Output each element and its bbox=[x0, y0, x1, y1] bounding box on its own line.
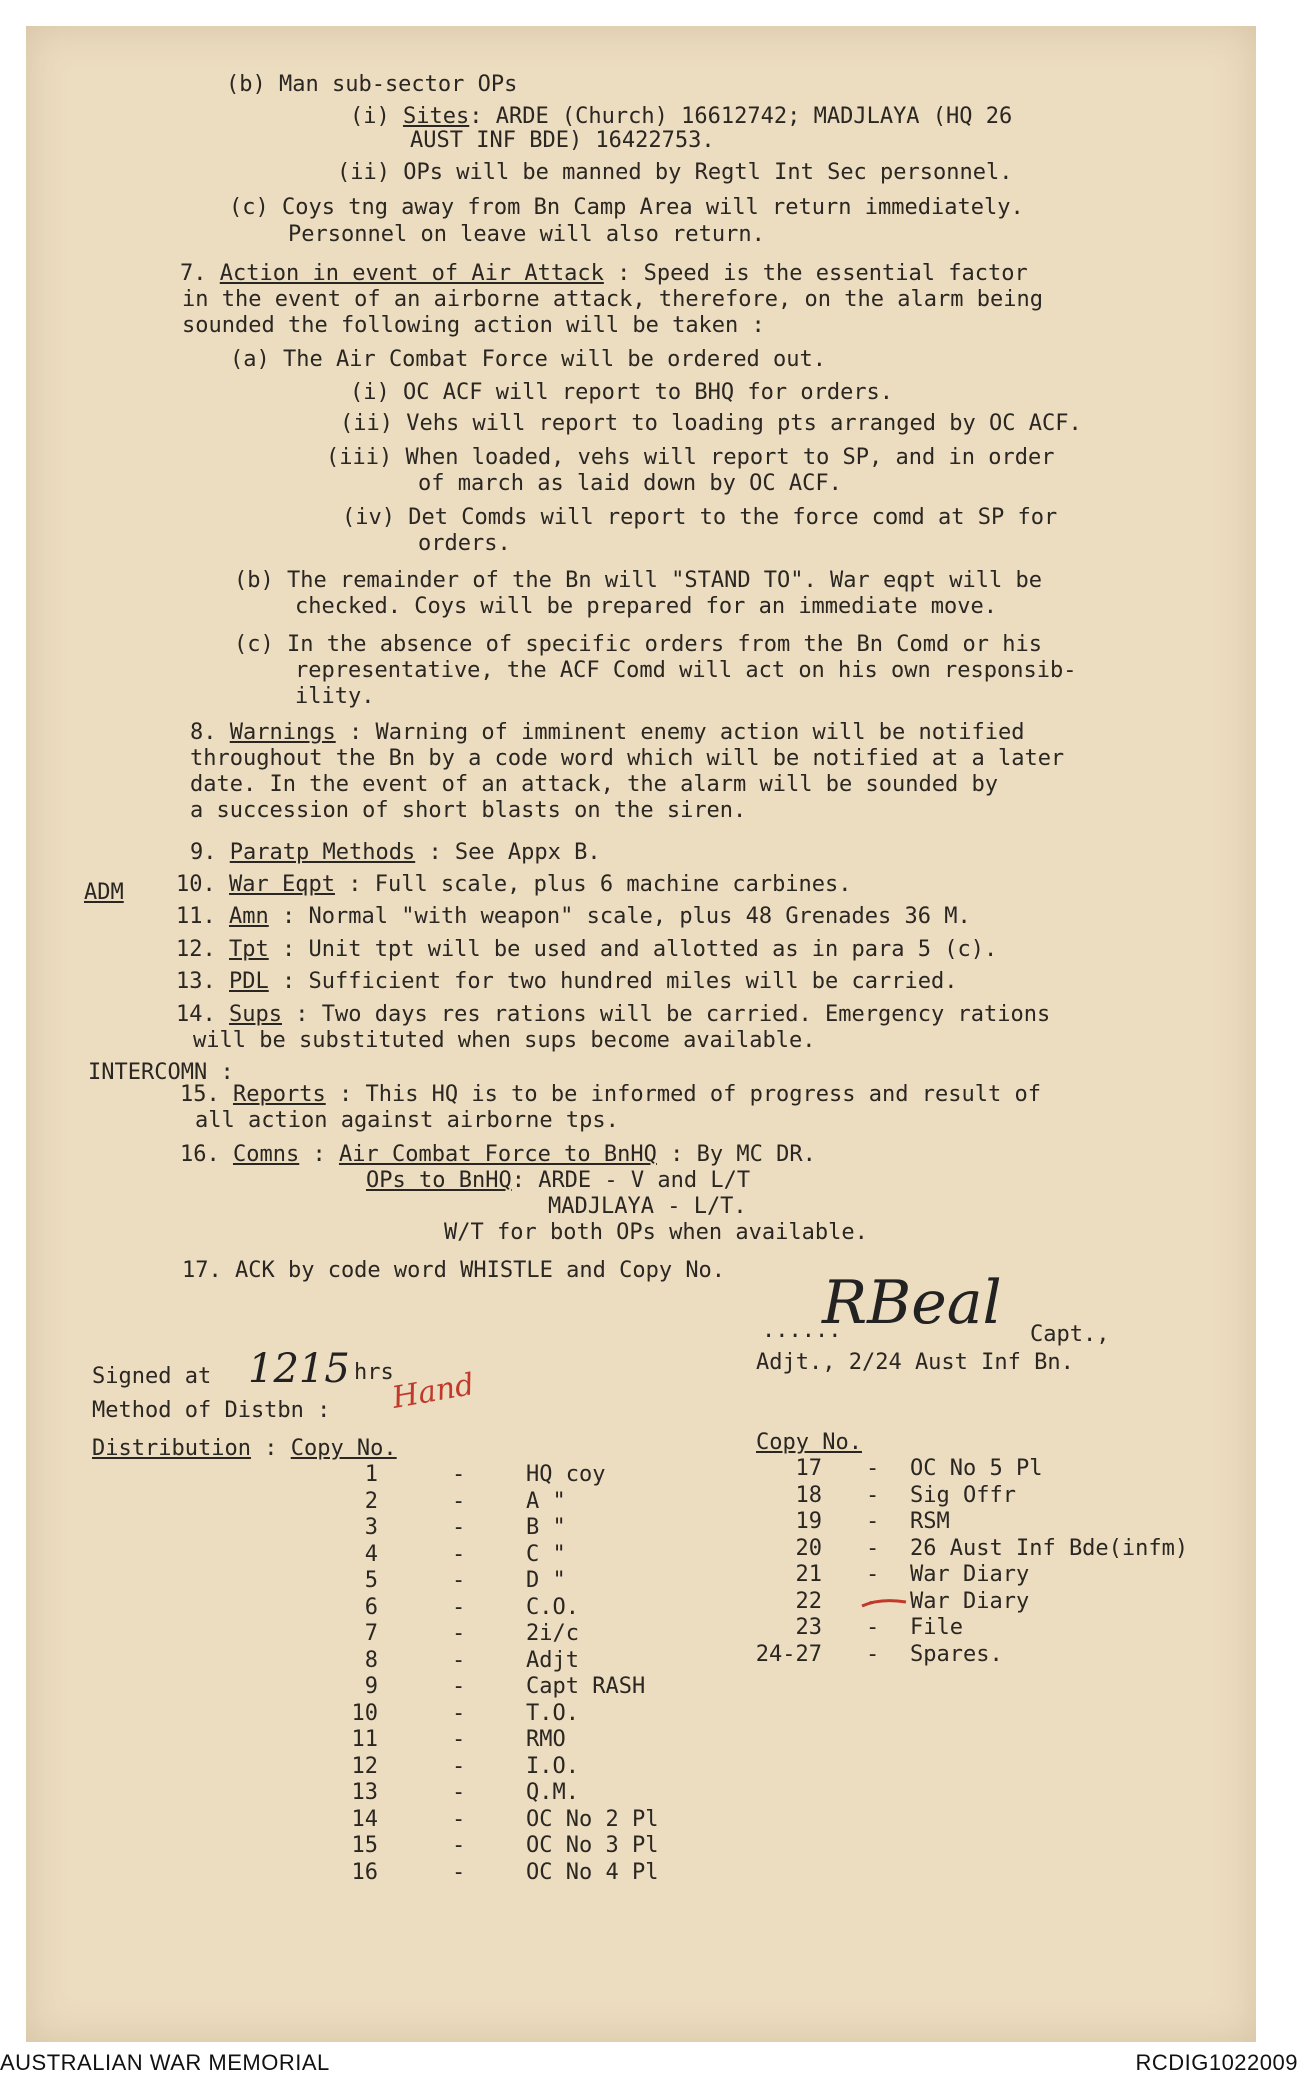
para-7-line-3: sounded the following action will be taken : bbox=[182, 313, 765, 338]
para-16-wt: W/T for both OPs when available. bbox=[444, 1220, 868, 1245]
para-13-number: 13. bbox=[176, 969, 216, 994]
recipient: Spares. bbox=[910, 1641, 1003, 1667]
row-dash: - bbox=[452, 1568, 466, 1593]
row-dash: - bbox=[452, 1488, 466, 1514]
copy-number: 8 bbox=[364, 1647, 378, 1673]
para-9-heading: Paratp Methods bbox=[229, 840, 416, 865]
intercomn-heading: INTERCOMN : bbox=[88, 1060, 234, 1085]
copy-number: 3 bbox=[364, 1515, 378, 1540]
para-16-heading: Comns bbox=[233, 1142, 300, 1167]
line-c-coys-2: Personnel on leave will also return. bbox=[288, 222, 765, 247]
copy-number: 15 bbox=[351, 1833, 378, 1858]
para-12-number: 12. bbox=[176, 937, 216, 962]
signature: RBeal bbox=[822, 1268, 1002, 1338]
copy-number: 6 bbox=[364, 1594, 378, 1620]
para-12-heading: Tpt bbox=[229, 937, 269, 962]
line-sites: (i) Sites: ARDE (Church) 16612742; MADJLAYA (HQ 26 bbox=[350, 104, 1013, 129]
row-dash: - bbox=[452, 1674, 466, 1699]
adm-margin-label: ADM bbox=[84, 880, 124, 905]
para-8-heading: Warnings bbox=[229, 720, 336, 745]
row-dash: - bbox=[452, 1541, 466, 1567]
recipient: D " bbox=[526, 1568, 566, 1593]
para-9-text: : See Appx B. bbox=[428, 840, 601, 865]
para-8-line-3: date. In the event of an attack, the alarm will be sounded by bbox=[190, 772, 998, 797]
row-dash: - bbox=[452, 1462, 466, 1487]
recipient: War Diary bbox=[910, 1588, 1030, 1614]
recipient: Adjt bbox=[526, 1647, 579, 1673]
footer-left: AUSTRALIAN WAR MEMORIAL bbox=[0, 2050, 330, 2075]
copy-number: 9 bbox=[364, 1674, 378, 1699]
para-14 bbox=[176, 1002, 1050, 1028]
copy-number: 12 bbox=[351, 1753, 378, 1779]
para-7-line-1 bbox=[180, 261, 1028, 287]
recipient: T.O. bbox=[526, 1700, 579, 1726]
para-7-c-3: ility. bbox=[295, 684, 375, 709]
para-9-number: 9. bbox=[190, 840, 217, 865]
row-dash: - bbox=[452, 1621, 466, 1646]
copy-number: 20 bbox=[795, 1535, 822, 1561]
recipient: RMO bbox=[526, 1727, 566, 1752]
para-8-line-4: a succession of short blasts on the siren. bbox=[190, 798, 747, 823]
para-16 bbox=[180, 1142, 816, 1168]
distribution-heading: Distribution bbox=[92, 1436, 251, 1461]
method-label: Method of Distbn : bbox=[92, 1398, 331, 1423]
copy-number: 14 bbox=[351, 1806, 378, 1832]
recipient: HQ coy bbox=[526, 1462, 606, 1487]
para-15 bbox=[180, 1082, 1041, 1108]
recipient: I.O. bbox=[526, 1753, 579, 1779]
para-7-text: : Speed is the essential factor bbox=[617, 261, 1028, 286]
method-hand: Hand bbox=[389, 1367, 477, 1416]
row-dash: - bbox=[866, 1509, 880, 1534]
row-dash: - bbox=[866, 1456, 880, 1481]
para-7-a-iv: (iv) Det Comds will report to the force comd at SP for bbox=[342, 505, 1058, 530]
row-dash: - bbox=[452, 1780, 466, 1805]
para-7-a-iv-2: orders. bbox=[418, 531, 511, 556]
copy-number: 23 bbox=[795, 1615, 822, 1640]
row-dash: - bbox=[452, 1859, 466, 1885]
copy-number: 19 bbox=[795, 1509, 822, 1534]
para-12 bbox=[176, 937, 997, 963]
hrs-label: hrs bbox=[354, 1360, 394, 1385]
distribution-sep: : bbox=[264, 1436, 278, 1461]
para-11 bbox=[176, 904, 971, 930]
copy-number: 10 bbox=[351, 1700, 378, 1726]
sites-heading: Sites bbox=[402, 104, 470, 129]
recipient: OC No 4 Pl bbox=[526, 1859, 659, 1885]
recipient: Capt RASH bbox=[526, 1674, 646, 1699]
para-14-number: 14. bbox=[176, 1002, 216, 1027]
para-16-number: 16. bbox=[180, 1142, 220, 1167]
recipient: C.O. bbox=[526, 1594, 579, 1620]
para-15-number: 15. bbox=[180, 1082, 220, 1107]
line-sites-2: AUST INF BDE) 16422753. bbox=[410, 128, 715, 153]
copy-number: 13 bbox=[351, 1780, 378, 1805]
para-15-line-2: all action against airborne tps. bbox=[195, 1108, 619, 1133]
recipient: OC No 5 Pl bbox=[910, 1456, 1043, 1481]
para-7-line-2: in the event of an airborne attack, therefore, on the alarm being bbox=[182, 287, 1043, 312]
signature-dots: ...... bbox=[762, 1318, 842, 1343]
para-16-madjlaya: MADJLAYA - L/T. bbox=[548, 1194, 747, 1219]
para-7-a-ii: (ii) Vehs will report to loading pts arranged by OC ACF. bbox=[340, 411, 1082, 436]
para-17: 17. ACK by code word WHISTLE and Copy No. bbox=[182, 1258, 726, 1283]
copy-number: 17 bbox=[795, 1456, 822, 1481]
para-7-heading: Action in event of Air Attack bbox=[219, 261, 604, 286]
copy-number: 7 bbox=[364, 1621, 378, 1646]
distribution-heading-line bbox=[92, 1436, 397, 1462]
signed-time: 1215 bbox=[248, 1346, 350, 1392]
copy-number: 5 bbox=[364, 1568, 378, 1593]
para-10-number: 10. bbox=[176, 872, 216, 897]
capt-label: Capt., bbox=[1030, 1322, 1110, 1347]
recipient: File bbox=[910, 1615, 963, 1640]
copy-number: 24-27 bbox=[755, 1641, 822, 1667]
row-dash: - bbox=[452, 1753, 466, 1779]
para-7-a-iii-2: of march as laid down by OC ACF. bbox=[418, 471, 842, 496]
recipient: A " bbox=[526, 1488, 566, 1514]
para-16-acf-rest: : By MC DR. bbox=[670, 1142, 816, 1167]
para-16-ops: OPs to BnHQ bbox=[366, 1168, 512, 1193]
row-dash: - bbox=[452, 1594, 466, 1620]
row-dash: - bbox=[452, 1515, 466, 1540]
para-7-a-i: (i) OC ACF will report to BHQ for orders. bbox=[350, 380, 894, 405]
recipient: War Diary bbox=[910, 1562, 1030, 1587]
para-11-text: : Normal "with weapon" scale, plus 48 Grenades 36 M. bbox=[282, 904, 971, 929]
line-c-coys: (c) Coys tng away from Bn Camp Area will return immediately. bbox=[229, 195, 1024, 220]
row-dash: - bbox=[452, 1806, 466, 1832]
para-13 bbox=[176, 969, 958, 995]
recipient: Sig Offr bbox=[910, 1482, 1016, 1508]
para-16-ops-line bbox=[366, 1168, 750, 1194]
recipient: C " bbox=[526, 1541, 566, 1567]
copy-number: 22 bbox=[795, 1588, 822, 1614]
recipient: OC No 3 Pl bbox=[526, 1833, 659, 1858]
row-dash: - bbox=[866, 1588, 880, 1614]
red-tick-mark bbox=[860, 1596, 910, 1610]
para-8-text: : Warning of imminent enemy action will be notified bbox=[348, 720, 1025, 745]
row-dash: - bbox=[866, 1535, 880, 1561]
para-14-line-2: will be substituted when sups become available. bbox=[193, 1028, 816, 1053]
para-14-text: : Two days res rations will be carried. Emergency rations bbox=[295, 1002, 1051, 1027]
recipient: B " bbox=[526, 1515, 566, 1540]
row-dash: - bbox=[866, 1615, 880, 1640]
para-14-heading: Sups bbox=[229, 1002, 282, 1027]
para-13-text: : Sufficient for two hundred miles will be carried. bbox=[282, 969, 958, 994]
para-7-b: (b) The remainder of the Bn will "STAND TO". War eqpt will be bbox=[234, 568, 1042, 593]
para-16-ops-rest: : ARDE - V and L/T bbox=[511, 1168, 751, 1193]
para-7-number: 7. bbox=[180, 261, 207, 286]
row-dash: - bbox=[452, 1833, 466, 1858]
recipient: RSM bbox=[910, 1509, 950, 1534]
copy-number: 18 bbox=[795, 1482, 822, 1508]
para-12-text: : Unit tpt will be used and allotted as in para 5 (c). bbox=[282, 937, 998, 962]
para-7-c-2: representative, the ACF Comd will act on his own responsib- bbox=[295, 658, 1077, 683]
para-7-c: (c) In the absence of specific orders from the Bn Comd or his bbox=[234, 632, 1042, 657]
copy-number: 2 bbox=[364, 1488, 378, 1514]
line-b-man: (b) Man sub-sector OPs bbox=[226, 72, 518, 97]
para-15-heading: Reports bbox=[233, 1082, 326, 1107]
para-10-heading: War Eqpt bbox=[229, 872, 335, 897]
para-8-line-2: throughout the Bn by a code word which will be notified at a later bbox=[190, 746, 1065, 771]
row-dash: - bbox=[452, 1700, 466, 1726]
row-dash: - bbox=[866, 1562, 880, 1587]
copy-number: 4 bbox=[364, 1541, 378, 1567]
recipient: 26 Aust Inf Bde(infm) bbox=[910, 1535, 1189, 1561]
copy-number: 11 bbox=[351, 1727, 378, 1752]
para-7-a: (a) The Air Combat Force will be ordered out. bbox=[230, 347, 827, 372]
para-11-heading: Amn bbox=[229, 904, 269, 929]
para-7-b-2: checked. Coys will be prepared for an immediate move. bbox=[295, 594, 997, 619]
signed-at-label: Signed at bbox=[92, 1364, 212, 1389]
copy-number: 21 bbox=[795, 1562, 822, 1587]
copy-no-heading: Copy No. bbox=[290, 1436, 397, 1461]
para-8-line-1 bbox=[190, 720, 1024, 746]
para-16-acf: Air Combat Force to BnHQ bbox=[338, 1142, 657, 1167]
sites-text: : ARDE (Church) 16612742; MADJLAYA (HQ 26 bbox=[469, 104, 1013, 129]
adjt-label: Adjt., 2/24 Aust Inf Bn. bbox=[756, 1350, 1074, 1375]
row-dash: - bbox=[866, 1482, 880, 1508]
recipient: OC No 2 Pl bbox=[526, 1806, 659, 1832]
footer-right: RCDIG1022009 bbox=[1135, 2050, 1298, 2075]
para-10-text: : Full scale, plus 6 machine carbines. bbox=[348, 872, 852, 897]
copy-number: 1 bbox=[364, 1462, 378, 1487]
recipient: Q.M. bbox=[526, 1780, 579, 1805]
para-7-a-iii: (iii) When loaded, vehs will report to SP, and in order bbox=[326, 445, 1055, 470]
para-16-sep: : bbox=[312, 1142, 326, 1167]
line-ii-ops: (ii) OPs will be manned by Regtl Int Sec personnel. bbox=[337, 160, 1013, 185]
para-10 bbox=[176, 872, 852, 898]
recipient: 2i/c bbox=[526, 1621, 579, 1646]
copy-number: 16 bbox=[351, 1859, 378, 1885]
para-11-number: 11. bbox=[176, 904, 216, 929]
para-15-text: : This HQ is to be informed of progress and result of bbox=[338, 1082, 1041, 1107]
row-dash: - bbox=[452, 1727, 466, 1752]
para-9 bbox=[190, 840, 601, 866]
row-dash: - bbox=[452, 1647, 466, 1673]
copy-no-heading-right: Copy No. bbox=[756, 1430, 862, 1455]
row-dash: - bbox=[866, 1641, 880, 1667]
para-8-number: 8. bbox=[190, 720, 217, 745]
para-13-heading: PDL bbox=[229, 969, 269, 994]
